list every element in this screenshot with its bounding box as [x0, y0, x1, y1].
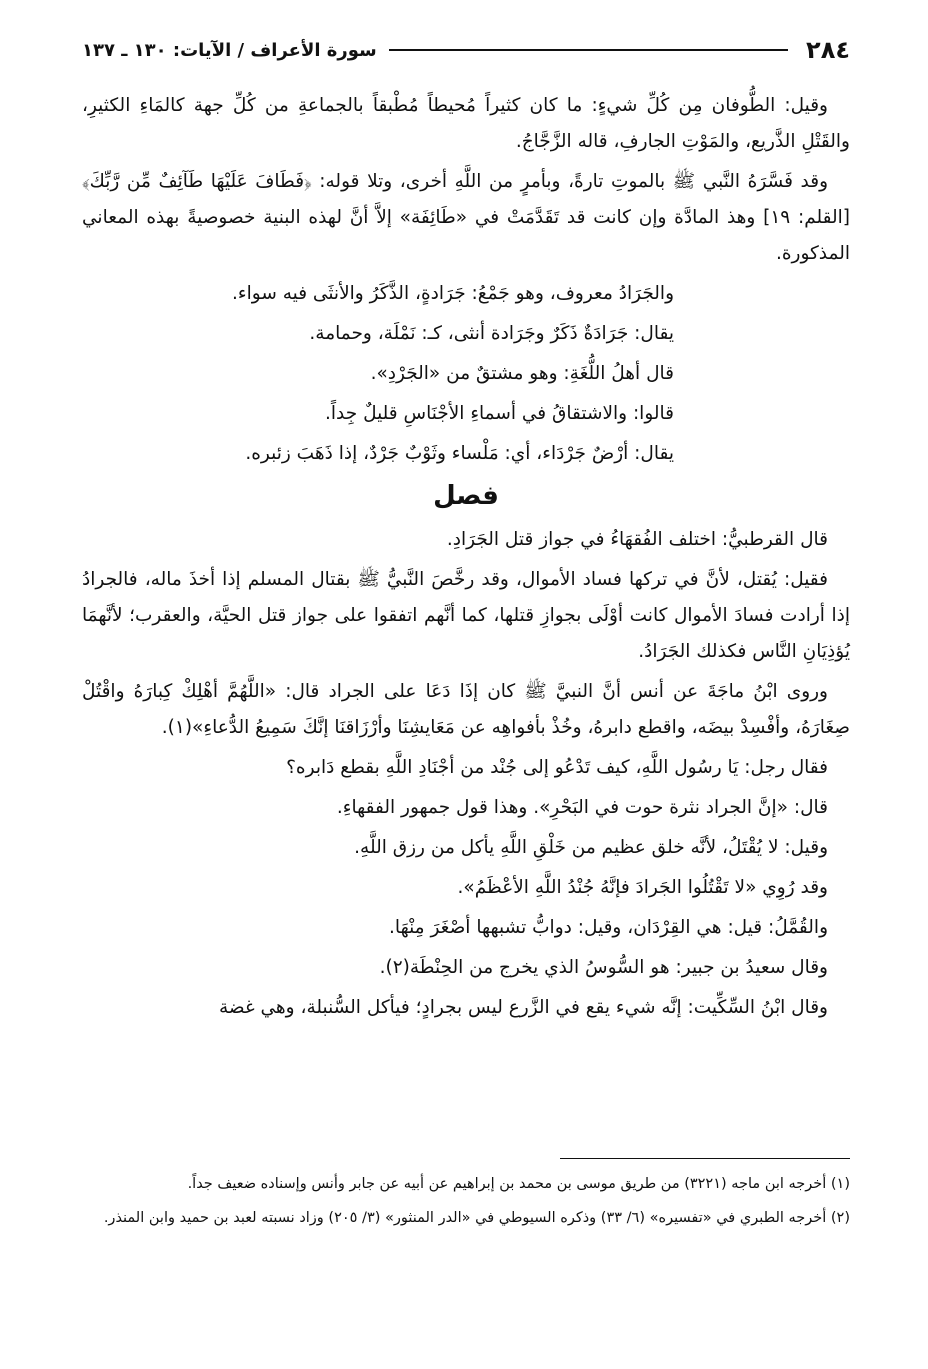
paragraph: وقيل: لا يُقْتَلُ، لأنَّه خلق عظيم من خَلْقِ اللَّهِ يأكل من رزق اللَّهِ. [354, 837, 828, 858]
paragraph: فقال رجل: يَا رسُول اللَّهِ، كيف تَدْعُو إلى جُنْد من أجْنَادِ اللَّهِ بقطع دَابره؟ [286, 757, 828, 778]
book-page [82, 30, 850, 1350]
running-head [82, 30, 850, 70]
paragraph: وروى ابْنُ ماجَةَ عن أنس أنَّ النبيَّ ﷺ كان إذَا دَعَا على الجراد قال: «اللَّهُمَّ أهْلِكْ كِبارَهُ واقْتُلْ صِغَارَهُ، وأفْسِدْ بيضَه، واقطع دابرهُ، وخُذْ بأفواهِه عن مَعَايشِنَا وأرْزَاقنَا إنَّكَ سَمِيعُ الدُّعاءِ»(١). [82, 681, 850, 738]
paragraph: والجَرَادُ معروف، وهو جَمْعُ: جَرَادةٍ، الذَّكَرُ والأنثَى فيه سواء. [232, 283, 674, 304]
paragraph: فقيل: يُقتل، لأنَّ في تركها فساد الأموال، وقد رخَّصَ النَّبيُّ ﷺ بقتال المسلم إذا أخذَ ماله، فالجرادُ إذا أرادت فسادَ الأموال كانت أوْلَى بجوازِ قتلها، كما أنَّهم اتفقوا على جواز قتل الحيَّة، والعقرب؛ لأنَّهمَا يُؤذِيَانِ النَّاس فكذلك الجَرَادُ. [82, 569, 850, 662]
paragraph: يقال: أرْضٌ جَرْدَاء، أي: مَلْساء وثَوْبٌ جَرْدٌ، إذا ذَهَبَ زئبره. [245, 443, 674, 464]
paragraph: والقُمَّلُ: قيل: هي القِرْدَان، وقيل: دوابُّ تشبهها أصْغَرَ مِنْهَا. [389, 917, 828, 938]
footnote: (١) أخرجه ابن ماجه (٣٢٢١) من طريق موسى بن محمد بن إبراهيم عن أبيه عن جابر وأنس وإسناده ضعيف جداً. [187, 1176, 850, 1192]
paragraph: وقد فَسَّرَهُ النَّبي ﷺ بالموتِ تارةً، وبأمرٍ من اللَّهِ أخرى، وتلا قوله: ﴿فَطَافَ عَلَيْهَا طَآئِفٌ مِّن رَّبِّكَ﴾ [القلم: ١٩] وهذ المادَّة وإن كانت قد تَقَدَّمَتْ في «طَائِفَة» إلاَّ أنَّ لهذه البنية خصوصيةً بهذه المعاني المذكورة. [82, 171, 850, 264]
paragraph: قال أهلُ اللُّغَةِ: وهو مشتقٌ من «الجَرْدِ». [370, 363, 674, 384]
footnotes [82, 1170, 850, 1238]
footnote-rule [560, 1158, 850, 1159]
paragraph: قال القرطبيُّ: اختلف الفُقهَاءُ في جواز قتل الجَرَادِ. [446, 529, 828, 550]
main-text [82, 88, 850, 1026]
paragraph: وقد رُوِي «لا تَقْتُلُوا الجَرادَ فإنَّهُ جُنْدُ اللَّهِ الأعْظَمُ». [457, 877, 828, 898]
section-heading: فصل [433, 481, 499, 511]
paragraph: قال: «إنَّ الجراد نثرة حوت في البَحْرِ». وهذا قول جمهور الفقهاءِ. [336, 797, 828, 818]
paragraph: وقيل: الطُّوفان مِن كُلِّ شيءٍ: ما كان كثيراً مُحيطاً مُطْبقاً بالجماعةِ من كُلِّ جهة كالمَاءِ الكثيرِ، والقَتْلِ الذَّريع، والمَوْتِ الجارفِ، قاله الزَّجَّاجُ. [82, 95, 850, 152]
paragraph: قالوا: والاشتقاقُ في أسماءِ الأجْنَاسِ قليلٌ جِداً. [325, 403, 674, 424]
paragraph: وقال ابْنُ السِّكِّيت: إنَّه شيء يقع في الزَّرع ليس بجرادٍ؛ فيأكل السُّنبلة، وهي غضة [218, 997, 828, 1018]
page-number: ٢٨٤ [806, 36, 850, 64]
footnote: (٢) أخرجه الطبري في «تفسيره» (٦/ ٣٣) وذكره السيوطي في «الدر المنثور» (٣/ ٢٠٥) وزاد نسبته لعبد بن حميد وابن المنذر. [103, 1210, 850, 1226]
chapter-title: سورة الأعراف / الآيات: ١٣٠ ـ ١٣٧ [82, 39, 377, 61]
paragraph: وقال سعيدُ بن جبير: هو السُّوسُ الذي يخرج من الحِنْطَة(٢). [379, 957, 828, 978]
paragraph: يقال: جَرَادَةٌ ذَكَرٌ وجَرَادة أنثى، كـ: نَمْلَة، وحمامة. [309, 323, 674, 344]
header-rule [389, 49, 788, 51]
